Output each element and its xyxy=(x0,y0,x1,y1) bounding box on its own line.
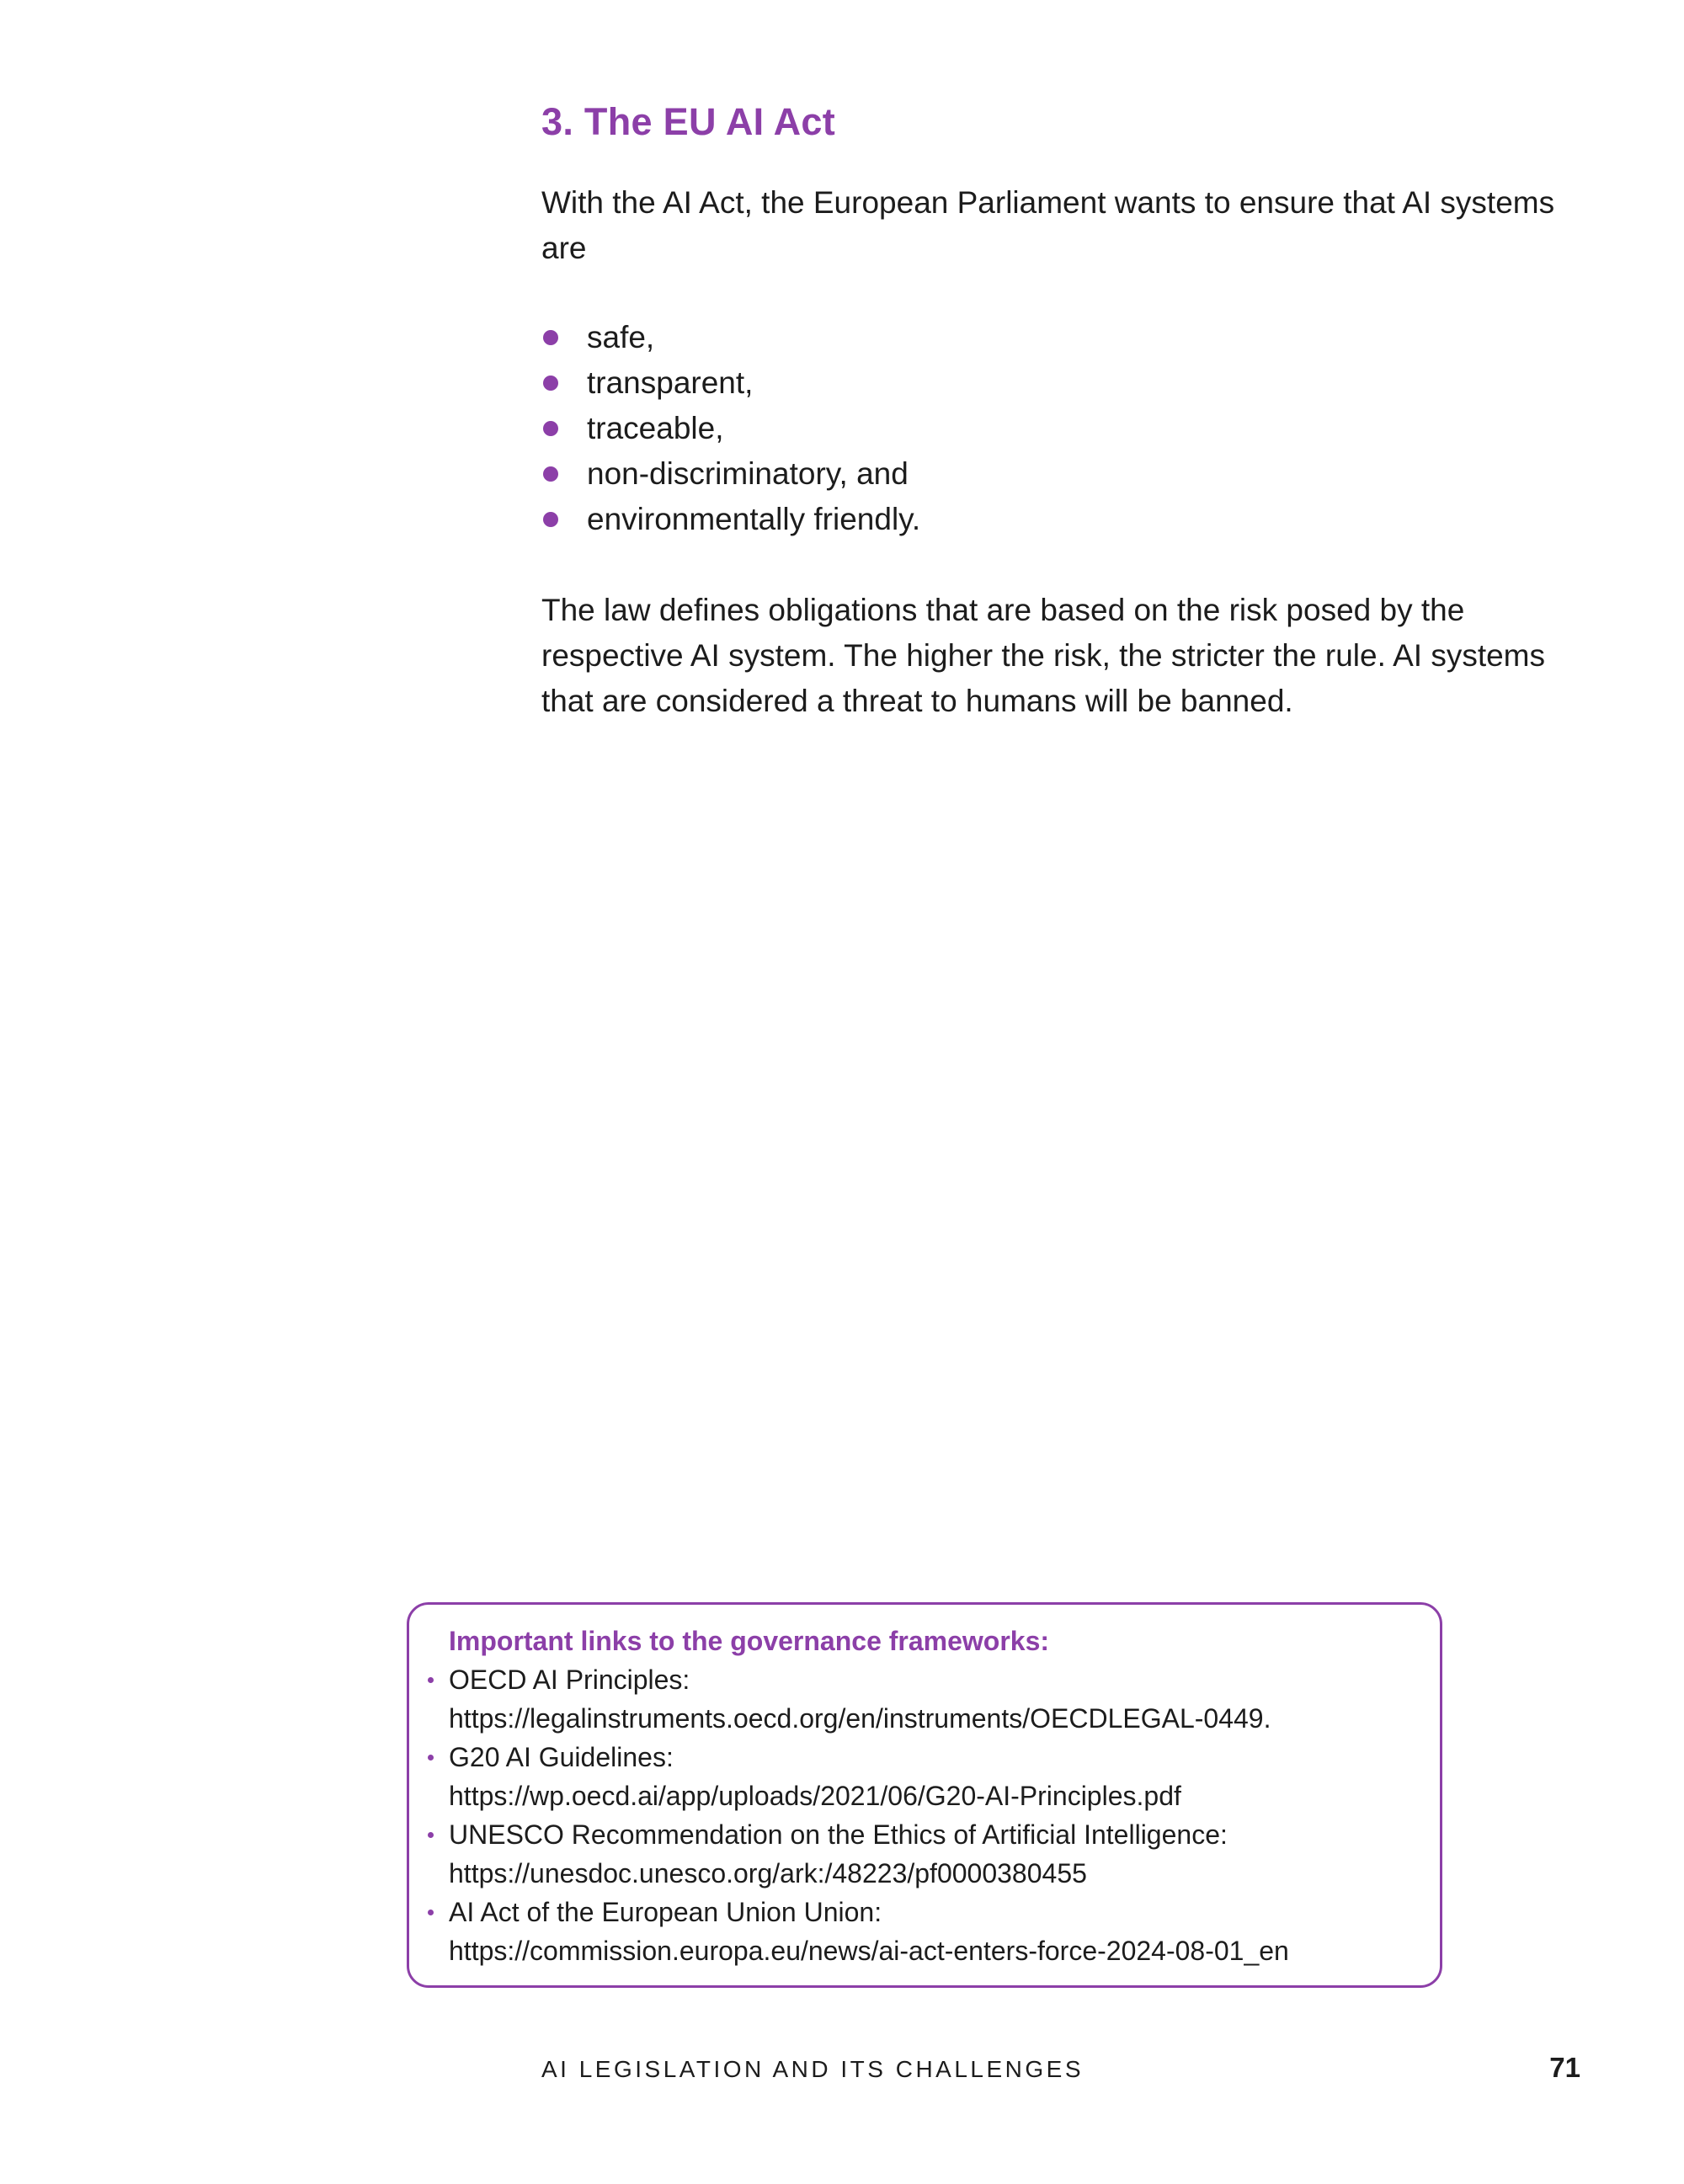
link-item xyxy=(449,1660,1406,1738)
intro-paragraph: With the AI Act, the European Parliament wants to ensure that AI systems are xyxy=(541,185,1555,265)
list-item xyxy=(541,497,1602,542)
body-paragraph: The law defines obligations that are based on the risk posed by the respective AI system. The higher the risk, the stricter the rule. AI systems that are considered a threat to humans will be banned. xyxy=(541,593,1546,718)
link-item xyxy=(449,1893,1406,1970)
list-item xyxy=(541,406,1602,451)
link-item-name: G20 AI Guidelines: xyxy=(449,1742,674,1772)
link-item xyxy=(449,1738,1406,1815)
section-content xyxy=(541,93,1602,724)
links-box-title: Important links to the governance frameworks: xyxy=(449,1626,1050,1656)
link-item-name: OECD AI Principles: xyxy=(449,1665,690,1695)
link-item-name: AI Act of the European Union Union: xyxy=(449,1897,882,1927)
list-item xyxy=(541,360,1602,406)
bullet-icon xyxy=(543,376,558,391)
requirements-list xyxy=(541,315,1602,542)
list-item-text: non-discriminatory, and xyxy=(587,456,909,491)
links-box xyxy=(407,1602,1442,1988)
running-footer-title: AI LEGISLATION AND ITS CHALLENGES xyxy=(541,2056,1084,2082)
list-item-text: safe, xyxy=(587,320,655,354)
link-item-url[interactable]: https://legalinstruments.oecd.org/en/instruments/OECDLEGAL-0449. xyxy=(449,1703,1271,1734)
links-list xyxy=(449,1660,1406,1970)
link-item xyxy=(449,1815,1406,1893)
bullet-icon xyxy=(543,466,558,482)
bullet-icon xyxy=(428,1832,434,1838)
bullet-icon xyxy=(428,1755,434,1761)
bullet-icon xyxy=(428,1910,434,1915)
list-item xyxy=(541,315,1602,360)
link-item-url[interactable]: https://commission.europa.eu/news/ai-act-enters-force-2024-08-01_en xyxy=(449,1936,1289,1966)
list-item-text: traceable, xyxy=(587,411,724,445)
link-item-url[interactable]: https://wp.oecd.ai/app/uploads/2021/06/G20-AI-Principles.pdf xyxy=(449,1781,1181,1811)
link-item-name: UNESCO Recommendation on the Ethics of Artificial Intelligence: xyxy=(449,1819,1228,1850)
bullet-icon xyxy=(543,330,558,345)
list-item-text: environmentally friendly. xyxy=(587,502,921,536)
list-item-text: transparent, xyxy=(587,365,754,400)
bullet-icon xyxy=(543,421,558,436)
section-heading: 3. The EU AI Act xyxy=(541,100,836,143)
bullet-icon xyxy=(543,512,558,527)
list-item xyxy=(541,451,1602,497)
page-number: 71 xyxy=(1549,2052,1580,2083)
link-item-url[interactable]: https://unesdoc.unesco.org/ark:/48223/pf0000380455 xyxy=(449,1858,1087,1888)
bullet-icon xyxy=(428,1677,434,1683)
